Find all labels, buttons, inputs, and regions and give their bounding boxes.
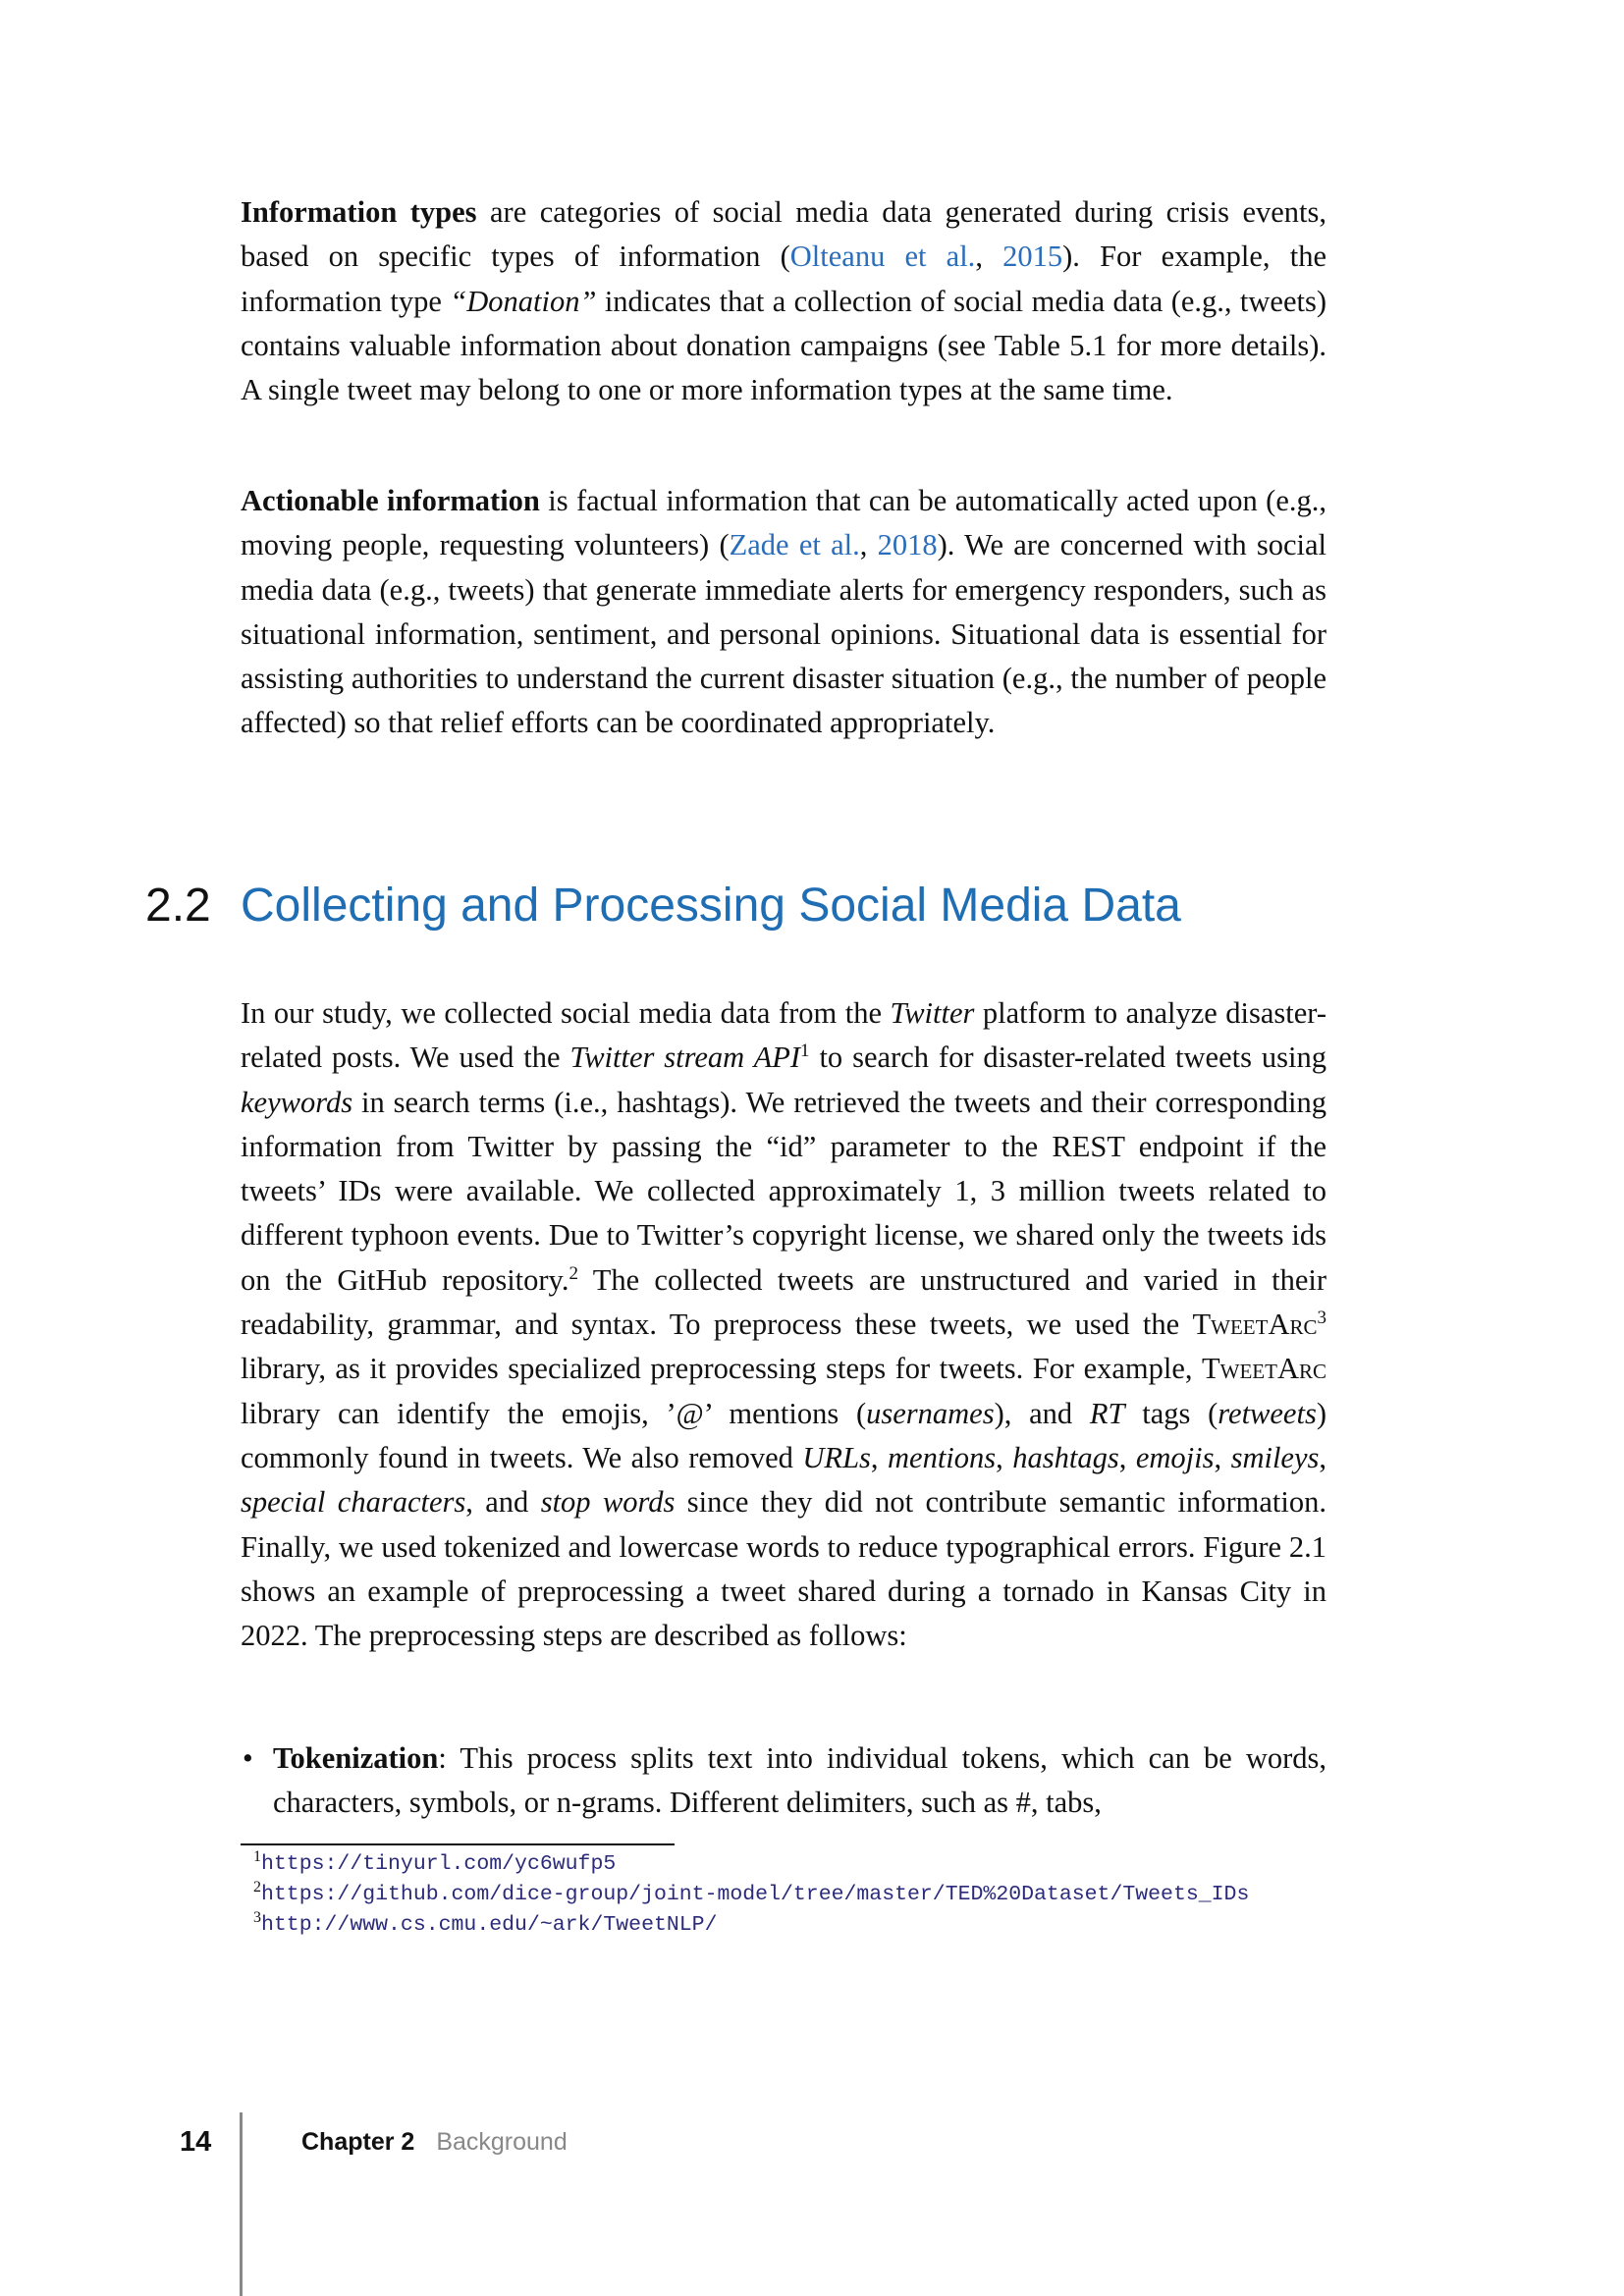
text-run: ). For example, the information type — [241, 240, 1326, 318]
text-run: to search for disaster-related tweets using — [809, 1041, 1327, 1075]
footer-section: Background — [436, 2128, 568, 2156]
paragraph-actionable-information — [241, 479, 1326, 746]
bold-term: Tokenization — [273, 1741, 439, 1775]
library-name: TweetArc — [1202, 1352, 1326, 1386]
text-run: platform to analyze disaster-related posts. We used the — [241, 996, 1326, 1075]
citation-link[interactable]: 2015 — [1002, 240, 1063, 274]
emphasis: retweets — [1218, 1396, 1317, 1430]
text-run: , and — [465, 1485, 541, 1520]
text-run: indicates that a collection of social media data (e.g., tweets) contains valuable information about donation campaigns (see Table 5.1 for more details). A single tweet may belong to one or more information types at the same time. — [241, 284, 1326, 407]
emphasis: Twitter stream API — [569, 1041, 801, 1075]
text-run: In our study, we collected social media data from the — [241, 996, 891, 1030]
footnote-mark: 2 — [253, 1878, 261, 1896]
footnotes — [253, 1849, 1249, 1941]
emphasis: mentions — [888, 1440, 997, 1474]
text-run: tags ( — [1124, 1396, 1218, 1430]
footnote-link[interactable]: https://tinyurl.com/yc6wufp5 — [261, 1852, 617, 1876]
emphasis: emojis — [1135, 1440, 1215, 1474]
text-run: , — [870, 1440, 889, 1474]
emphasis: smileys — [1230, 1440, 1320, 1474]
text-run: , — [859, 528, 878, 562]
emphasis: RT — [1089, 1396, 1125, 1430]
footnote-divider — [241, 1843, 675, 1845]
margin-rule — [240, 2112, 243, 2296]
emphasis: special characters — [241, 1485, 466, 1520]
emphasis: usernames — [866, 1396, 995, 1430]
library-name: TweetArc — [1192, 1308, 1318, 1342]
citation-link[interactable]: Zade et al. — [729, 528, 860, 562]
footnote-ref[interactable]: 2 — [568, 1262, 578, 1284]
text-run: , — [1319, 1440, 1327, 1474]
emphasis: URLs — [802, 1440, 871, 1474]
footnote-3 — [253, 1910, 1249, 1941]
page-number: 14 — [180, 2126, 212, 2158]
text-run: library, as it provides specialized preprocessing steps for tweets. For example, — [241, 1352, 1203, 1386]
footnote-ref[interactable]: 1 — [800, 1041, 810, 1062]
text-run: are categories of social media data generated during crisis events, based on specific types of information ( — [241, 195, 1326, 274]
section-heading — [145, 879, 1181, 933]
paragraph-information-types — [241, 190, 1326, 412]
paragraph-collecting-data — [241, 991, 1326, 1658]
footer-chapter: Chapter 2 — [301, 2128, 415, 2156]
text-run: : This process splits text into individual tokens, which can be words, characters, symbols, or n-grams. Different delimiters, such as #, tabs, — [273, 1741, 1326, 1820]
footnote-mark: 3 — [253, 1908, 261, 1926]
footnote-link[interactable]: https://github.com/dice-group/joint-model/tree/master/TED%20Dataset/Tweets_IDs — [261, 1883, 1250, 1906]
running-footer — [301, 2128, 568, 2157]
footnote-1 — [253, 1849, 1249, 1880]
bold-term: Actionable information — [241, 484, 540, 517]
text-run: , — [1214, 1440, 1231, 1474]
text-run: is factual information that can be automatically acted upon (e.g., moving people, requesting volunteers) ( — [241, 484, 1326, 562]
section-number: 2.2 — [145, 880, 211, 932]
bold-term: Information types — [241, 195, 477, 229]
text-run: since they did not contribute semantic information. Finally, we used tokenized and lowercase words to reduce typographical errors. Figure 2.1 shows an example of preprocessing a tweet shared during a tornado in Kansas City in 2022. The preprocessing steps are described as follows: — [241, 1485, 1326, 1653]
emphasis: stop words — [540, 1485, 676, 1520]
section-title: Collecting and Processing Social Media Data — [241, 880, 1181, 932]
footnote-link[interactable]: http://www.cs.cmu.edu/~ark/TweetNLP/ — [261, 1913, 718, 1937]
footnote-2 — [253, 1880, 1249, 1910]
preprocessing-steps-list — [241, 1736, 1326, 1826]
text-run: , — [1118, 1440, 1136, 1474]
list-item — [241, 1736, 1326, 1826]
emphasis: Twitter — [890, 996, 975, 1030]
text-run: ), and — [994, 1396, 1090, 1430]
bullet-icon: • — [243, 1741, 253, 1775]
list-item-text — [273, 1741, 1326, 1819]
footnote-ref[interactable]: 3 — [1317, 1307, 1326, 1328]
text-run: in search terms (i.e., hashtags). We retrieved the tweets and their corresponding information from Twitter by passing the “id” parameter to the REST endpoint if the tweets’ IDs were available. We collected approximately 1, 3 million tweets related to different typhoon events. Due to Twitter’s copyright license, we shared only the tweets ids on the GitHub repository. — [241, 1085, 1326, 1297]
text-run: , — [996, 1440, 1013, 1474]
text-run: library can identify the emojis, ’@’ mentions ( — [241, 1396, 867, 1430]
text-run: ) commonly found in tweets. We also removed — [241, 1396, 1326, 1474]
citation-link[interactable]: Olteanu et al. — [789, 240, 976, 274]
text-run: ). We are concerned with social media data (e.g., tweets) that generate immediate alerts for emergency responders, such as situational information, sentiment, and personal opinions. Situational data is essential for assisting authorities to understand the current disaster situation (e.g., the number of people affected) so that relief efforts can be coordinated appropriately. — [241, 528, 1326, 740]
text-run: The collected tweets are unstructured and varied in their readability, grammar, and syntax. To preprocess these tweets, we used the — [241, 1262, 1326, 1342]
text-run: , — [975, 240, 1003, 274]
emphasis: “Donation” — [450, 284, 597, 318]
citation-link[interactable]: 2018 — [877, 528, 938, 562]
emphasis: keywords — [241, 1085, 353, 1119]
emphasis: hashtags — [1012, 1440, 1119, 1474]
footnote-mark: 1 — [253, 1847, 261, 1865]
